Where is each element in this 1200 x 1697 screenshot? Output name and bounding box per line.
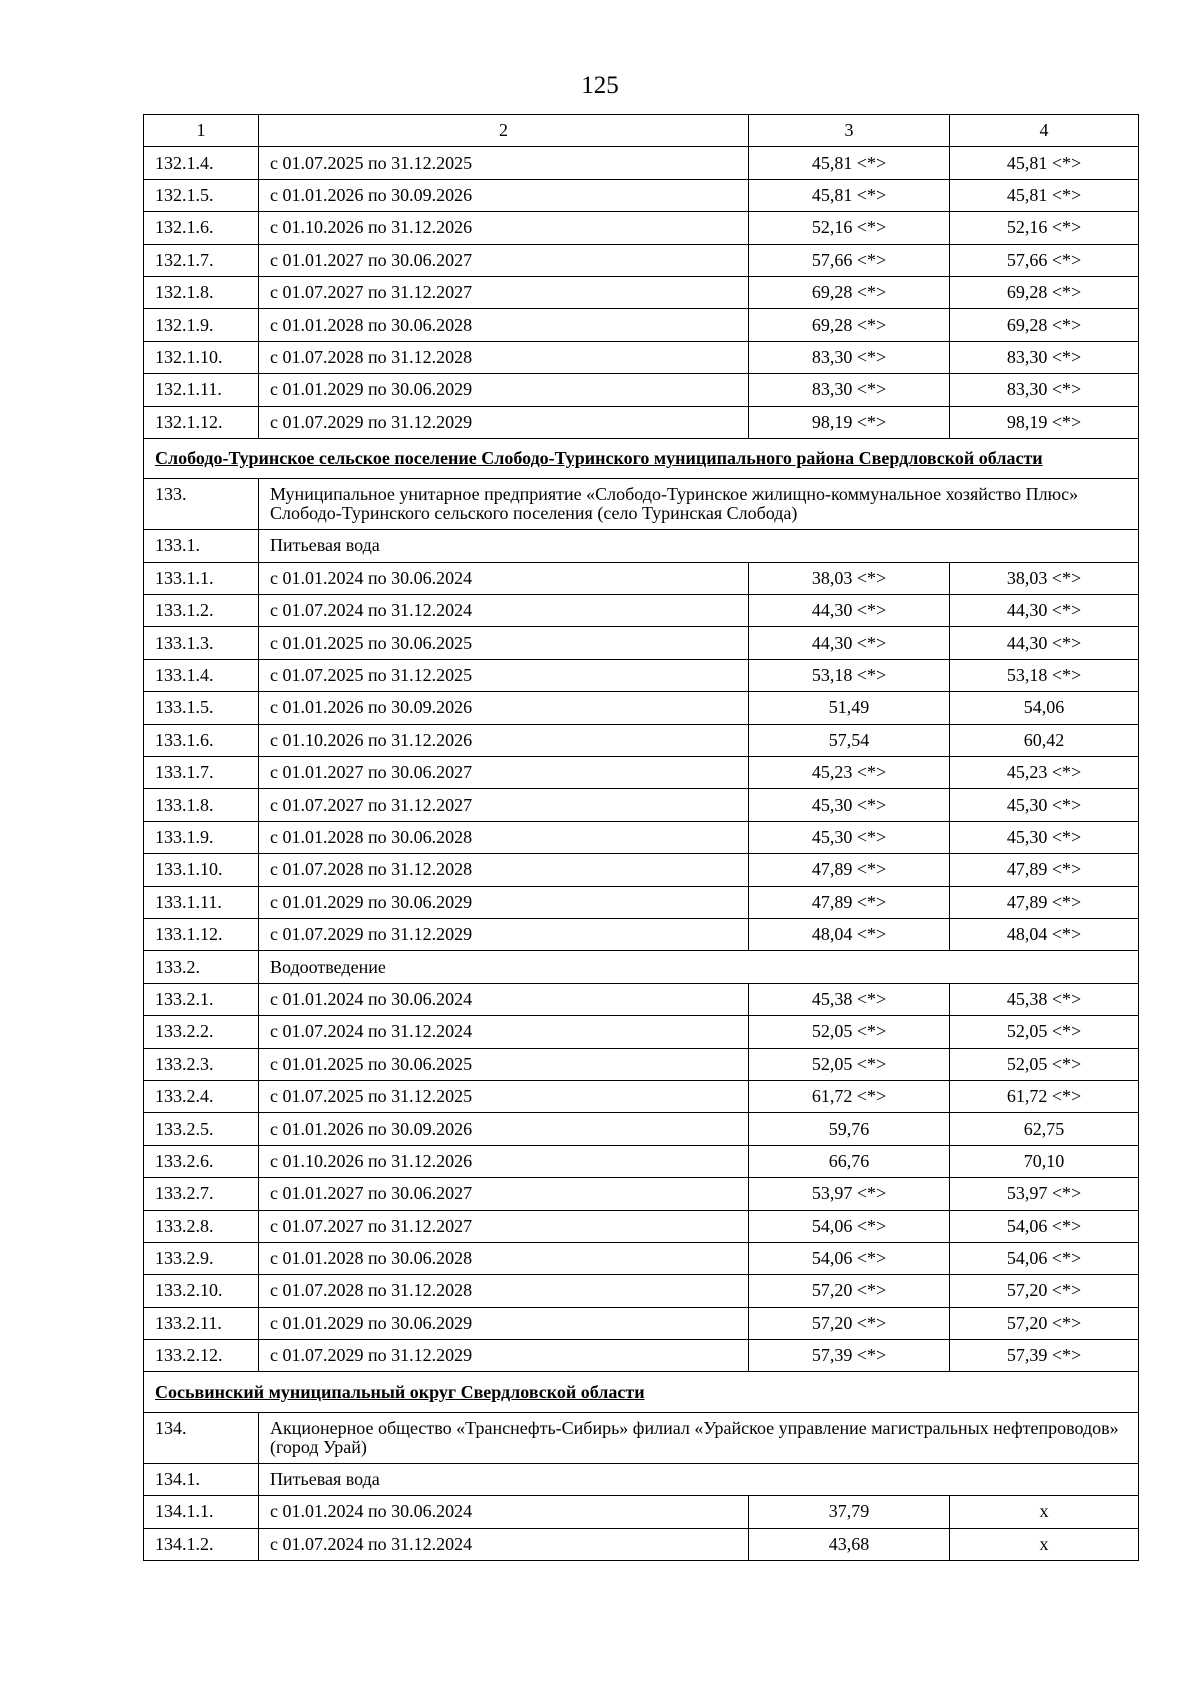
- organization-name: Акционерное общество «Транснефть-Сибирь» филиал «Урайское управление магистральных нефтепроводов» (город Урай): [259, 1412, 1139, 1463]
- service-row: [144, 1463, 1139, 1495]
- row-number: 133.1.4.: [144, 659, 259, 691]
- row-number: 133.1.7.: [144, 757, 259, 789]
- organization-row: [144, 479, 1139, 530]
- table-row: [144, 659, 1139, 691]
- tariff-value-col4: 57,66 <*>: [950, 244, 1139, 276]
- table-row: [144, 1210, 1139, 1242]
- row-number: 133.1.8.: [144, 789, 259, 821]
- row-number: 134.: [144, 1412, 259, 1463]
- tariff-value-col3: 51,49: [749, 692, 950, 724]
- table-row: [144, 179, 1139, 211]
- period-cell: с 01.07.2024 по 31.12.2024: [259, 595, 749, 627]
- tariff-value-col3: 98,19 <*>: [749, 406, 950, 438]
- row-number: 132.1.9.: [144, 309, 259, 341]
- row-number: 133.1.1.: [144, 562, 259, 594]
- tariff-value-col4: 69,28 <*>: [950, 309, 1139, 341]
- tariff-value-col3: 45,30 <*>: [749, 821, 950, 853]
- tariff-value-col4: 83,30 <*>: [950, 374, 1139, 406]
- tariff-value-col3: 45,81 <*>: [749, 147, 950, 179]
- tariff-value-col4: 69,28 <*>: [950, 276, 1139, 308]
- tariff-value-col3: 44,30 <*>: [749, 627, 950, 659]
- period-cell: с 01.07.2029 по 31.12.2029: [259, 1340, 749, 1372]
- row-number: 134.1.1.: [144, 1496, 259, 1528]
- period-cell: с 01.01.2029 по 30.06.2029: [259, 374, 749, 406]
- row-number: 134.1.: [144, 1463, 259, 1495]
- tariff-value-col4: 57,20 <*>: [950, 1307, 1139, 1339]
- period-cell: с 01.07.2029 по 31.12.2029: [259, 406, 749, 438]
- table-row: [144, 918, 1139, 950]
- table-row: [144, 406, 1139, 438]
- period-cell: с 01.07.2027 по 31.12.2027: [259, 789, 749, 821]
- tariff-value-col4: 45,30 <*>: [950, 789, 1139, 821]
- tariff-value-col3: 61,72 <*>: [749, 1080, 950, 1112]
- tariff-value-col3: 54,06 <*>: [749, 1242, 950, 1274]
- row-number: 133.2.6.: [144, 1145, 259, 1177]
- tariff-value-col4: 47,89 <*>: [950, 886, 1139, 918]
- period-cell: с 01.01.2029 по 30.06.2029: [259, 1307, 749, 1339]
- organization-name: Муниципальное унитарное предприятие «Слободо-Туринское жилищно-коммунальное хозяйство Плюс» Слободо-Туринского сельского поселения (село Туринская Слобода): [259, 479, 1139, 530]
- row-number: 133.1.10.: [144, 854, 259, 886]
- period-cell: с 01.10.2026 по 31.12.2026: [259, 724, 749, 756]
- period-cell: с 01.01.2027 по 30.06.2027: [259, 1178, 749, 1210]
- row-number: 134.1.2.: [144, 1528, 259, 1560]
- row-number: 133.2.9.: [144, 1242, 259, 1274]
- period-cell: с 01.01.2026 по 30.09.2026: [259, 179, 749, 211]
- tariff-value-col3: 45,30 <*>: [749, 789, 950, 821]
- tariff-value-col3: 52,05 <*>: [749, 1016, 950, 1048]
- tariff-value-col3: 44,30 <*>: [749, 595, 950, 627]
- table-row: [144, 1080, 1139, 1112]
- row-number: 133.1.2.: [144, 595, 259, 627]
- table-row: [144, 1275, 1139, 1307]
- tariff-value-col4: x: [950, 1528, 1139, 1560]
- period-cell: с 01.01.2028 по 30.06.2028: [259, 1242, 749, 1274]
- service-name: Питьевая вода: [259, 530, 1139, 562]
- table-row: [144, 595, 1139, 627]
- period-cell: с 01.01.2025 по 30.06.2025: [259, 1048, 749, 1080]
- column-number-4: 4: [950, 115, 1139, 147]
- tariff-value-col4: 52,05 <*>: [950, 1048, 1139, 1080]
- tariff-value-col4: 45,81 <*>: [950, 179, 1139, 211]
- table-row: [144, 1145, 1139, 1177]
- period-cell: с 01.07.2028 по 31.12.2028: [259, 341, 749, 373]
- row-number: 133.2.10.: [144, 1275, 259, 1307]
- tariff-value-col4: 45,23 <*>: [950, 757, 1139, 789]
- row-number: 133.2.3.: [144, 1048, 259, 1080]
- table-row: [144, 821, 1139, 853]
- column-number-2: 2: [259, 115, 749, 147]
- tariff-value-col3: 37,79: [749, 1496, 950, 1528]
- page-number: 125: [581, 72, 619, 99]
- table-row: [144, 374, 1139, 406]
- section-heading: Сосьвинский муниципальный округ Свердловской области: [144, 1372, 1139, 1412]
- tariff-value-col3: 57,54: [749, 724, 950, 756]
- row-number: 133.1.11.: [144, 886, 259, 918]
- period-cell: с 01.07.2025 по 31.12.2025: [259, 659, 749, 691]
- table-row: [144, 1016, 1139, 1048]
- tariff-value-col3: 45,38 <*>: [749, 983, 950, 1015]
- tariff-value-col4: 57,20 <*>: [950, 1275, 1139, 1307]
- tariff-value-col3: 45,23 <*>: [749, 757, 950, 789]
- row-number: 133.2.4.: [144, 1080, 259, 1112]
- tariff-table-body: [144, 115, 1139, 1561]
- period-cell: с 01.07.2025 по 31.12.2025: [259, 147, 749, 179]
- row-number: 133.2.2.: [144, 1016, 259, 1048]
- tariff-value-col3: 54,06 <*>: [749, 1210, 950, 1242]
- period-cell: с 01.07.2028 по 31.12.2028: [259, 1275, 749, 1307]
- tariff-value-col4: 70,10: [950, 1145, 1139, 1177]
- table-row: [144, 1113, 1139, 1145]
- table-row: [144, 1307, 1139, 1339]
- period-cell: с 01.10.2026 по 31.12.2026: [259, 212, 749, 244]
- tariff-value-col3: 47,89 <*>: [749, 886, 950, 918]
- tariff-value-col4: 54,06 <*>: [950, 1210, 1139, 1242]
- tariff-value-col4: 52,05 <*>: [950, 1016, 1139, 1048]
- tariff-value-col4: 38,03 <*>: [950, 562, 1139, 594]
- row-number: 132.1.12.: [144, 406, 259, 438]
- table-row: [144, 692, 1139, 724]
- table-row: [144, 983, 1139, 1015]
- table-row: [144, 147, 1139, 179]
- section-heading-row: [144, 438, 1139, 478]
- row-number: 132.1.6.: [144, 212, 259, 244]
- tariff-value-col4: 48,04 <*>: [950, 918, 1139, 950]
- table-row: [144, 854, 1139, 886]
- tariff-value-col3: 57,20 <*>: [749, 1275, 950, 1307]
- period-cell: с 01.01.2027 по 30.06.2027: [259, 757, 749, 789]
- period-cell: с 01.01.2024 по 30.06.2024: [259, 983, 749, 1015]
- tariff-value-col3: 52,05 <*>: [749, 1048, 950, 1080]
- tariff-value-col4: 83,30 <*>: [950, 341, 1139, 373]
- row-number: 133.2.11.: [144, 1307, 259, 1339]
- tariff-value-col4: 54,06 <*>: [950, 1242, 1139, 1274]
- row-number: 132.1.5.: [144, 179, 259, 211]
- table-row: [144, 1242, 1139, 1274]
- table-row: [144, 724, 1139, 756]
- table-row: [144, 1340, 1139, 1372]
- period-cell: с 01.01.2026 по 30.09.2026: [259, 1113, 749, 1145]
- period-cell: с 01.01.2028 по 30.06.2028: [259, 309, 749, 341]
- period-cell: с 01.01.2025 по 30.06.2025: [259, 627, 749, 659]
- tariff-value-col3: 83,30 <*>: [749, 374, 950, 406]
- tariff-value-col4: 61,72 <*>: [950, 1080, 1139, 1112]
- service-name: Водоотведение: [259, 951, 1139, 983]
- service-row: [144, 530, 1139, 562]
- tariff-value-col4: 44,30 <*>: [950, 595, 1139, 627]
- tariff-value-col4: 98,19 <*>: [950, 406, 1139, 438]
- period-cell: с 01.07.2024 по 31.12.2024: [259, 1016, 749, 1048]
- period-cell: с 01.07.2027 по 31.12.2027: [259, 276, 749, 308]
- section-heading: Слободо-Туринское сельское поселение Слободо-Туринского муниципального района Свердловской области: [144, 438, 1139, 478]
- tariff-value-col4: x: [950, 1496, 1139, 1528]
- section-heading-row: [144, 1372, 1139, 1412]
- row-number: 132.1.11.: [144, 374, 259, 406]
- table-row: [144, 276, 1139, 308]
- period-cell: с 01.07.2028 по 31.12.2028: [259, 854, 749, 886]
- tariff-value-col4: 44,30 <*>: [950, 627, 1139, 659]
- row-number: 133.2.7.: [144, 1178, 259, 1210]
- period-cell: с 01.01.2029 по 30.06.2029: [259, 886, 749, 918]
- tariff-value-col3: 53,97 <*>: [749, 1178, 950, 1210]
- period-cell: с 01.01.2027 по 30.06.2027: [259, 244, 749, 276]
- tariff-value-col3: 47,89 <*>: [749, 854, 950, 886]
- row-number: 132.1.8.: [144, 276, 259, 308]
- tariff-value-col3: 66,76: [749, 1145, 950, 1177]
- table-row: [144, 757, 1139, 789]
- tariff-value-col3: 69,28 <*>: [749, 309, 950, 341]
- tariff-value-col4: 53,97 <*>: [950, 1178, 1139, 1210]
- tariff-value-col4: 45,30 <*>: [950, 821, 1139, 853]
- row-number: 133.2.12.: [144, 1340, 259, 1372]
- tariff-value-col4: 57,39 <*>: [950, 1340, 1139, 1372]
- tariff-value-col3: 48,04 <*>: [749, 918, 950, 950]
- row-number: 133.1.5.: [144, 692, 259, 724]
- table-row: [144, 1178, 1139, 1210]
- row-number: 133.2.5.: [144, 1113, 259, 1145]
- tariff-value-col4: 53,18 <*>: [950, 659, 1139, 691]
- tariff-value-col4: 60,42: [950, 724, 1139, 756]
- tariff-value-col3: 57,39 <*>: [749, 1340, 950, 1372]
- tariff-value-col3: 45,81 <*>: [749, 179, 950, 211]
- table-row: [144, 1528, 1139, 1560]
- tariff-value-col4: 45,38 <*>: [950, 983, 1139, 1015]
- row-number: 133.1.: [144, 530, 259, 562]
- row-number: 133.2.8.: [144, 1210, 259, 1242]
- tariff-table: [143, 114, 1139, 1561]
- column-number-3: 3: [749, 115, 950, 147]
- row-number: 133.1.3.: [144, 627, 259, 659]
- period-cell: с 01.01.2028 по 30.06.2028: [259, 821, 749, 853]
- period-cell: с 01.07.2025 по 31.12.2025: [259, 1080, 749, 1112]
- table-row: [144, 1496, 1139, 1528]
- period-cell: с 01.01.2024 по 30.06.2024: [259, 1496, 749, 1528]
- row-number: 133.: [144, 479, 259, 530]
- column-number-row: [144, 115, 1139, 147]
- tariff-value-col4: 45,81 <*>: [950, 147, 1139, 179]
- row-number: 133.1.6.: [144, 724, 259, 756]
- row-number: 133.1.12.: [144, 918, 259, 950]
- period-cell: с 01.07.2029 по 31.12.2029: [259, 918, 749, 950]
- tariff-value-col3: 53,18 <*>: [749, 659, 950, 691]
- service-name: Питьевая вода: [259, 1463, 1139, 1495]
- tariff-value-col3: 59,76: [749, 1113, 950, 1145]
- tariff-value-col3: 38,03 <*>: [749, 562, 950, 594]
- organization-row: [144, 1412, 1139, 1463]
- tariff-value-col4: 62,75: [950, 1113, 1139, 1145]
- table-row: [144, 1048, 1139, 1080]
- tariff-value-col3: 83,30 <*>: [749, 341, 950, 373]
- tariff-value-col3: 43,68: [749, 1528, 950, 1560]
- table-row: [144, 627, 1139, 659]
- table-row: [144, 212, 1139, 244]
- row-number: 132.1.7.: [144, 244, 259, 276]
- table-row: [144, 341, 1139, 373]
- table-row: [144, 886, 1139, 918]
- tariff-value-col4: 52,16 <*>: [950, 212, 1139, 244]
- row-number: 132.1.10.: [144, 341, 259, 373]
- row-number: 132.1.4.: [144, 147, 259, 179]
- tariff-value-col4: 54,06: [950, 692, 1139, 724]
- tariff-value-col3: 57,20 <*>: [749, 1307, 950, 1339]
- row-number: 133.2.1.: [144, 983, 259, 1015]
- column-number-1: 1: [144, 115, 259, 147]
- period-cell: с 01.01.2024 по 30.06.2024: [259, 562, 749, 594]
- table-row: [144, 244, 1139, 276]
- table-row: [144, 562, 1139, 594]
- tariff-value-col3: 52,16 <*>: [749, 212, 950, 244]
- table-row: [144, 789, 1139, 821]
- tariff-value-col3: 69,28 <*>: [749, 276, 950, 308]
- tariff-value-col4: 47,89 <*>: [950, 854, 1139, 886]
- service-row: [144, 951, 1139, 983]
- table-row: [144, 309, 1139, 341]
- row-number: 133.1.9.: [144, 821, 259, 853]
- period-cell: с 01.01.2026 по 30.09.2026: [259, 692, 749, 724]
- tariff-value-col3: 57,66 <*>: [749, 244, 950, 276]
- period-cell: с 01.07.2027 по 31.12.2027: [259, 1210, 749, 1242]
- period-cell: с 01.10.2026 по 31.12.2026: [259, 1145, 749, 1177]
- row-number: 133.2.: [144, 951, 259, 983]
- period-cell: с 01.07.2024 по 31.12.2024: [259, 1528, 749, 1560]
